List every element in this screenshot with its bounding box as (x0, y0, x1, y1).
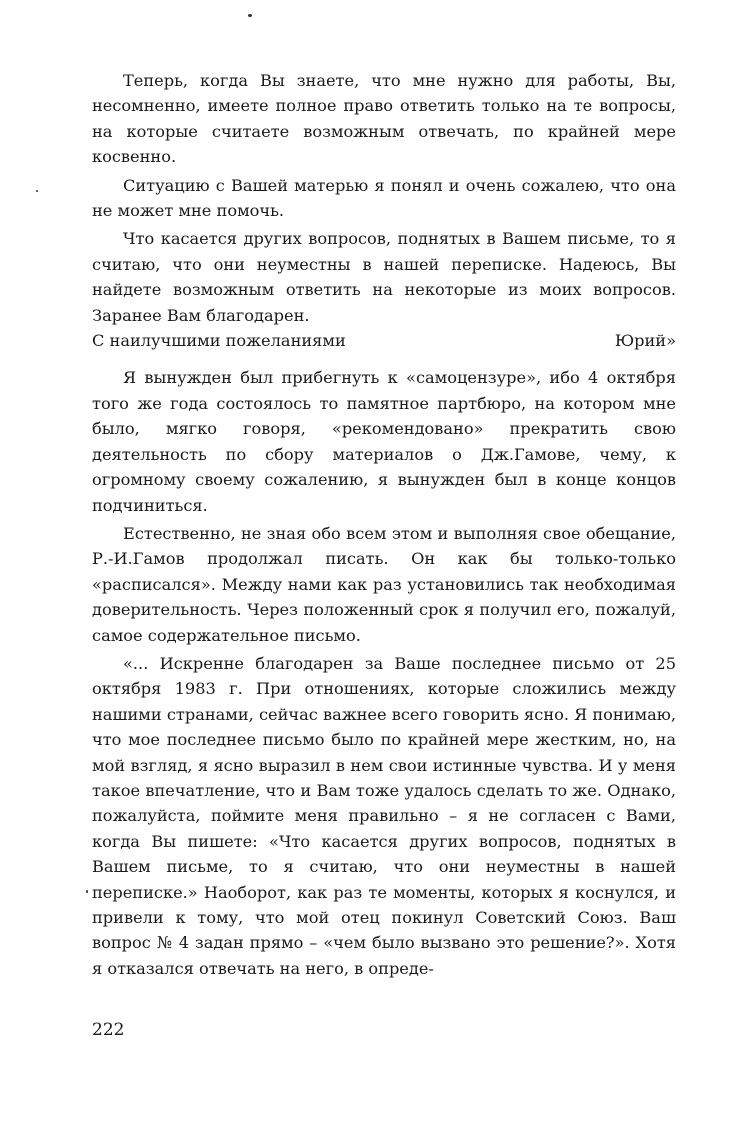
scan-speck (86, 890, 88, 893)
letter-signature (92, 328, 676, 353)
paragraph: «... Искренне благодарен за Ваше последнее письмо от 25 октября 1983 г. При отношениях, которые сложились между нашими странами, сейчас важнее всего говорить ясно. Я понимаю, что мое последнее письмо было по крайней мере жестким, но, на мой взгляд, я ясно выразил в нем свои истинные чувства. И у меня такое впечатление, что и Вам тоже удалось сделать то же. Однако, пожалуйста, поймите меня правильно – я не согласен с Вами, когда Вы пишете: «Что касается других вопросов, поднятых в Вашем письме, то я считаю, что они неуместны в нашей переписке.» Наоборот, как раз те моменты, которых я коснулся, и привели к тому, что мой отец покинул Советский Союз. Ваш вопрос № 4 задан прямо – «чем было вызвано это решение?». Хотя я отказался отвечать на него, в опреде- (92, 653, 676, 978)
paragraph: Я вынужден был прибегнуть к «самоцензуре», ибо 4 октября того же года состоялось то памятное партбюро, на котором мне было, мягко говоря, «рекомендовано» прекратить свою деятельность по сбору материалов о Дж.Гамове, чему, к огромному своему сожалению, я вынужден был в конце концов подчиниться. (92, 368, 676, 515)
scan-speck (36, 190, 38, 192)
signature-name: Юрий» (614, 331, 676, 351)
paragraph: Что касается других вопросов, поднятых в Вашем письме, то я считаю, что они неуместны в нашей переписке. Надеюсь, Вы найдете возможным ответить на некоторые из моих вопросов. Заранее Вам благодарен. (92, 229, 676, 325)
signature-closing: С наилучшими пожеланиями (92, 331, 346, 351)
scan-speck (248, 14, 252, 17)
page-body (92, 68, 676, 981)
paragraph: Ситуацию с Вашей матерью я понял и очень сожалею, что она не может мне помочь. (92, 175, 676, 221)
page-number: 222 (92, 1020, 125, 1040)
paragraph: Теперь, когда Вы знаете, что мне нужно для работы, Вы, несомненно, имеете полное право ответить только на те вопросы, на которые считаете возможным отвечать, по крайней мере косвенно. (92, 71, 676, 167)
paragraph: Естественно, не зная обо всем этом и выполняя свое обещание, Р.-И.Гамов продолжал писать. Он как бы только-только «расписался». Между нами как раз установились так необходимая доверительность. Через положенный срок я получил его, пожалуй, самое содержательное письмо. (92, 523, 676, 645)
